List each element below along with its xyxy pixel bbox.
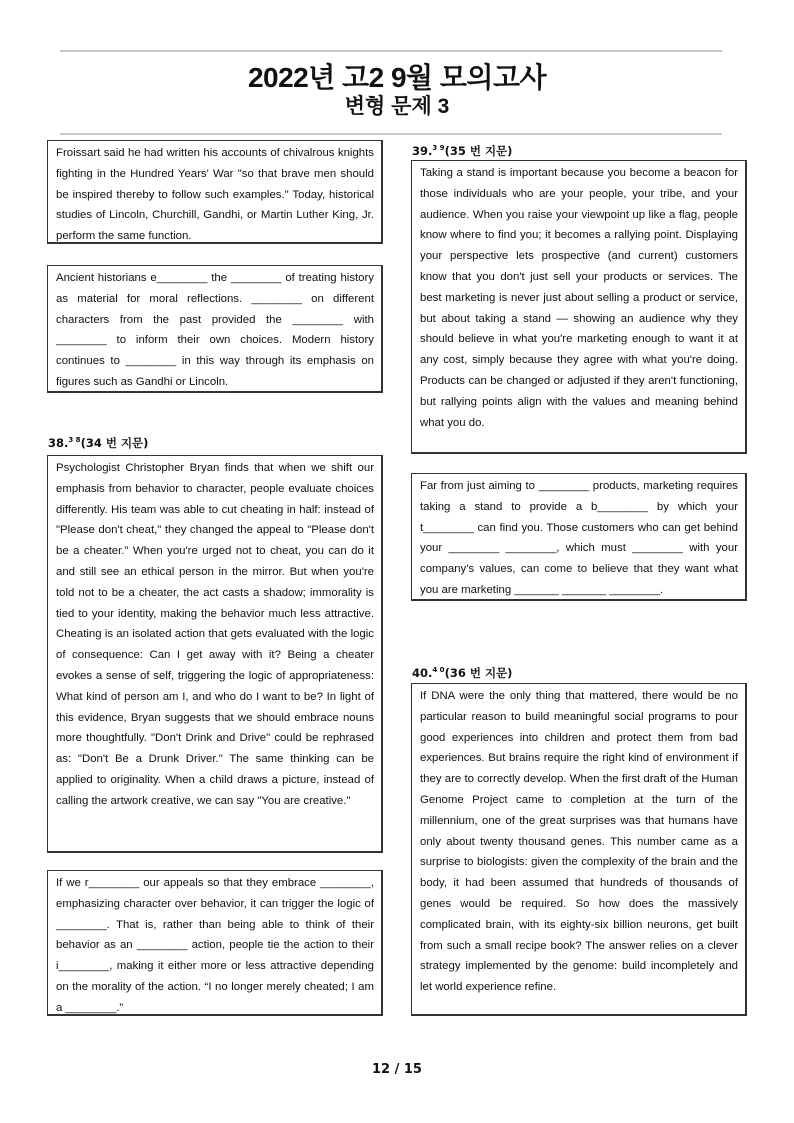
passage-40: If DNA were the only thing that mattered, there would be no particular reason to build meaningful social programs to pour good experiences into children and protect them from bad experiences. But brains require the right kind of environment if they are to correctly develop. When the first draft of the Human Genome Project came to completion at the turn of the millennium, one of the great surprises was that humans have only about twenty thousand genes. This number came as a surprise to biologists: given the complexity of the brain and the body, it had been assumed that hundreds of thousands of genes would be required. So how does the massively complicated brain, with its eighty-six billion neurons, get built from such a small recipe book? The answer relies on a clever strategy implemented by the genome: build incompletely and let world experience refine.	[411, 683, 747, 1016]
page-number: 12 / 15	[372, 1062, 422, 1077]
passage-37: Froissart said he had written his accounts of chivalrous knights fighting in the Hundred Years' War "so that brave men should be inspired thereby to follow such examples." Today, historical studies of Lincoln, Churchill, Gandhi, or Martin Luther King, Jr. perform the same function.	[47, 140, 383, 244]
header-rule	[60, 133, 722, 135]
question-39-heading	[412, 143, 512, 159]
passage-39: Taking a stand is important because you become a beacon for those individuals who are your people, your tribe, and your audience. When you raise your viewpoint up like a flag, people know where to find you; it becomes a rallying point. Displaying your perspective lets prospective (and current) customers know that you don't just sell your products or services. The best marketing is never just about selling a product or service, but about taking a stand — showing an audience why they should believe in what you're marketing enough to want it at any cost, simply because they agree with what you're doing. Products can be changed or adjusted if they aren't functioning, but rallying points align with the values and meaning behind what you do.	[411, 160, 747, 454]
question-number: 38.	[48, 436, 69, 450]
summary-39: Far from just aiming to ________ products, marketing requires taking a stand to provide a b________ by which your t________ can find you. Those customers who can get behind your ________ ________, which must ________ with your company’s values, can come to believe that they want what you are marketing _______ _______ ________.	[411, 473, 747, 601]
summary-38: If we r________ our appeals so that they embrace ________, emphasizing character over behavior, it can trigger the logic of ________. That is, rather than being able to think of their behavior as an ________ action, people tie the action to their i________, making it either more or less attractive depending on the morality of the action. “I no longer merely cheated; I am a ________.”	[47, 870, 383, 1016]
summary-37: Ancient historians e________ the ________ of treating history as material for moral reflections. ________ on different characters from the past provided the ________ with ________ to inform their own choices. Modern history continues to ________ in this way through its emphasis on figures such as Gandhi or Lincoln.	[47, 265, 383, 393]
question-number: 39.	[412, 144, 433, 158]
top-rule	[60, 50, 722, 52]
page-title: 2022년 고2 9월 모의고사	[247, 62, 547, 93]
passage-38: Psychologist Christopher Bryan finds that when we shift our emphasis from behavior to character, people evaluate choices differently. His team was able to cut cheating in half: instead of "Please don't cheat," they changed the appeal to "Please don't be a cheater." When you're urged not to cheat, you can do it and still see an ethical person in the mirror. But when you're told not to be a cheater, the act casts a shadow; immorality is tied to your identity, making the behavior much less attractive. Cheating is an isolated action that gets evaluated with the logic of consequence: Can I get away with it? Being a cheater evokes a sense of self, triggering the logic of appropriateness: What kind of person am I, and who do I want to be? In light of this evidence, Bryan suggests that we should embrace nouns more thoughtfully. "Don't Drink and Drive" could be rephrased as: "Don't Be a Drunk Driver." The same thinking can be applied to originality. When a child draws a picture, instead of calling the artwork creative, we can say "You are creative."	[47, 455, 383, 853]
question-sup: 3 9	[432, 144, 445, 153]
question-ref: (34 번 지문)	[80, 436, 149, 450]
question-40-heading	[412, 665, 512, 681]
page-subtitle: 변형 문제 3	[344, 95, 450, 118]
question-ref: (35 번 지문)	[444, 144, 513, 158]
question-ref: (36 번 지문)	[444, 666, 513, 680]
question-sup: 3 8	[68, 436, 81, 445]
question-38-heading	[48, 435, 148, 451]
question-sup: 4 0	[432, 666, 445, 675]
question-number: 40.	[412, 666, 433, 680]
